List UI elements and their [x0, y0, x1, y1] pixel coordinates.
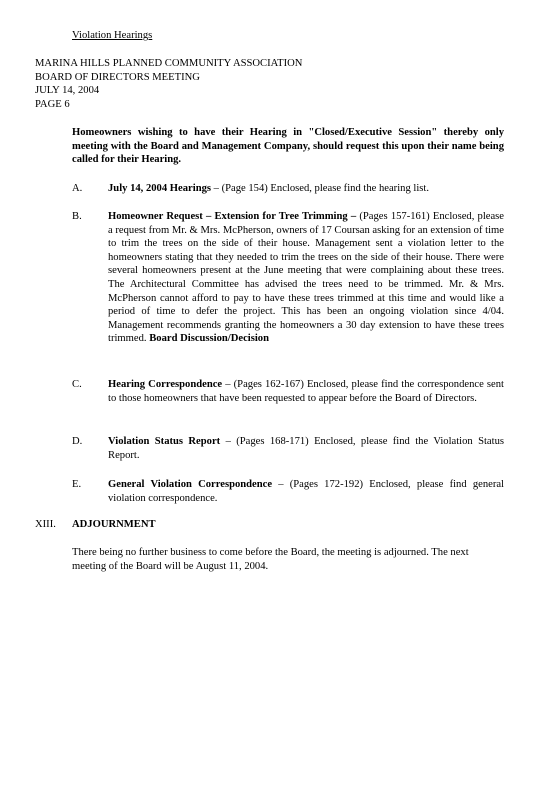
adjournment-heading: ADJOURNMENT	[72, 519, 156, 530]
item-body	[108, 378, 504, 405]
item-body	[108, 210, 504, 346]
item-body	[108, 435, 504, 462]
item-letter: E.	[72, 479, 82, 490]
meeting-title: BOARD OF DIRECTORS MEETING	[35, 71, 200, 83]
item-letter: C.	[72, 379, 82, 390]
document-header	[35, 57, 302, 111]
page-number: PAGE 6	[35, 98, 70, 110]
item-title: Homeowner Request – Extension for Tree Trimming –	[108, 211, 357, 222]
item-body	[108, 478, 504, 505]
item-text: – (Page 154) Enclosed, please find the hearing list.	[211, 183, 429, 194]
item-text: (Pages 157-161) Enclosed, please a request from Mr. & Mrs. McPherson, owners of 17 Coursan asking for an extension of time to trim the trees on the side of their house. Management sent a violation letter to the homeowners stating that they needed to trim the trees on the side of their house. There were several homeowners present at the June meeting that were complaining about these trees. The Architectural Committee has advised the trees need to be trimmed. Mr. & Mrs. McPherson cannot afford to pay to have these trees trimmed at this time and would like a period of time to defer the project. This has been an ongoing violation since 4/04. Management recommends granting the homeowners a 30 day extension to have these trees trimmed.	[108, 211, 505, 345]
association-name: MARINA HILLS PLANNED COMMUNITY ASSOCIATION	[35, 58, 303, 69]
item-letter: A.	[72, 183, 83, 194]
item-title: Hearing Correspondence	[108, 379, 223, 390]
item-decision-label: Board Discussion/Decision	[149, 333, 269, 345]
section-number: XIII.	[35, 519, 56, 530]
closed-session-notice: Homeowners wishing to have their Hearing in "Closed/Executive Session" thereby only meeting with the Board and Management Company, should request this upon their name being called for their Hearing.	[72, 127, 504, 166]
meeting-date: JULY 14, 2004	[35, 85, 100, 97]
item-text: – (Pages 168-171) Enclosed, please find the Violation Status Report.	[108, 436, 504, 461]
item-letter: D.	[72, 436, 83, 447]
item-title: General Violation Correspondence	[108, 479, 273, 490]
item-title: Violation Status Report	[108, 436, 221, 447]
item-title: July 14, 2004 Hearings	[108, 183, 211, 194]
adjournment-text: There being no further business to come before the Board, the meeting is adjourned. The next meeting of the Board will be August 11, 2004.	[72, 547, 469, 572]
section-title: Violation Hearings	[72, 30, 153, 41]
item-text: – (Pages 172-192) Enclosed, please find general violation correspondence.	[108, 479, 504, 504]
item-body	[108, 182, 504, 196]
item-letter: B.	[72, 211, 82, 222]
item-text: – (Pages 162-167) Enclosed, please find the correspondence sent to those homeowners that have been requested to appear before the Board of Directors.	[108, 379, 504, 404]
